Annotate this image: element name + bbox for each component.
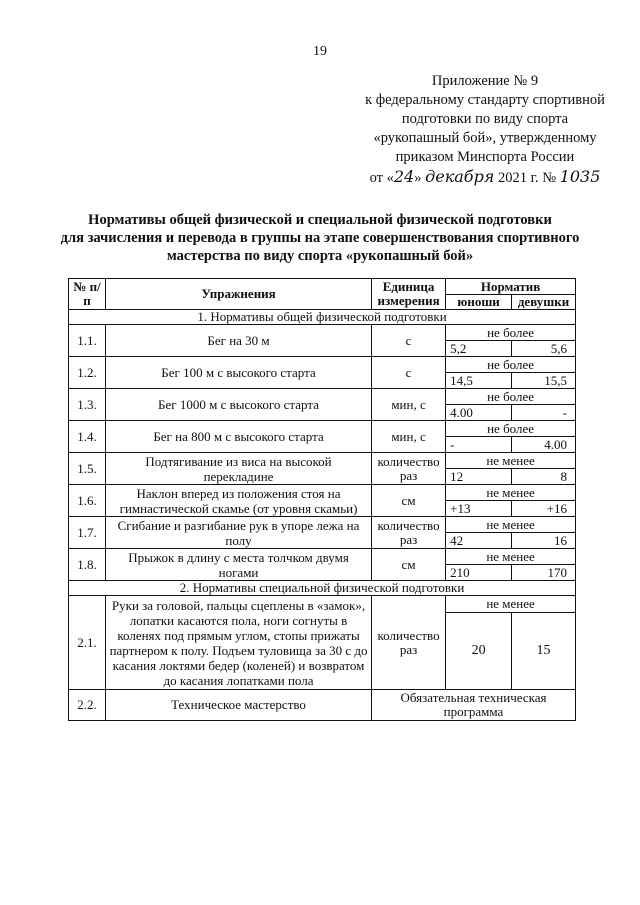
- row-boys-value: 20: [446, 613, 512, 690]
- row-exercise: Сгибание и разгибание рук в упоре лежа на полу: [106, 517, 372, 549]
- table-row: [69, 549, 576, 565]
- order-mid: »: [414, 170, 426, 186]
- table-row: [69, 596, 576, 613]
- row-boys-value: 12: [446, 469, 512, 485]
- section-heading: 1. Нормативы общей физической подготовки: [69, 310, 576, 325]
- row-boys-value: 4.00: [446, 405, 512, 421]
- section-heading: 2. Нормативы специальной физической подготовки: [69, 581, 576, 596]
- header-boys: юноши: [446, 295, 512, 310]
- row-boys-value: 14,5: [446, 373, 512, 389]
- appendix-line: Приложение № 9: [431, 73, 539, 89]
- row-boys-value: 210: [446, 565, 512, 581]
- row-girls-value: 15,5: [512, 373, 576, 389]
- page-number: 19: [313, 44, 327, 59]
- row-exercise: Наклон вперед из положения стоя на гимнастической скамье (от уровня скамьи): [106, 485, 372, 517]
- row-condition: не более: [446, 325, 576, 341]
- row-boys-value: +13: [446, 501, 512, 517]
- row-condition: не менее: [446, 485, 576, 501]
- header-num: № п/п: [69, 279, 106, 310]
- row-exercise: Бег 1000 м с высокого старта: [106, 389, 372, 421]
- row-condition: не менее: [446, 453, 576, 469]
- row-unit: количество раз: [371, 596, 445, 690]
- order-day: 24: [393, 167, 415, 186]
- row-condition: не менее: [446, 596, 576, 613]
- row-girls-value: +16: [512, 501, 576, 517]
- row-exercise: Подтягивание из виса на высокой перекладине: [106, 453, 372, 485]
- table-row: [69, 517, 576, 533]
- row-exercise: Бег на 800 м с высокого старта: [106, 421, 372, 453]
- row-unit: мин, с: [371, 421, 445, 453]
- row-num: 1.6.: [69, 485, 106, 517]
- document-title: [40, 211, 600, 265]
- appendix-line: «рукопашный бой», утвержденному: [373, 130, 597, 146]
- row-exercise: Прыжок в длину с места толчком двумя ногами: [106, 549, 372, 581]
- norms-table: [68, 278, 576, 721]
- row-exercise: Бег 100 м с высокого старта: [106, 357, 372, 389]
- table-row: [69, 325, 576, 341]
- title-line: Нормативы общей физической и специальной физической подготовки: [88, 212, 552, 228]
- row-num: 1.5.: [69, 453, 106, 485]
- order-line: [340, 167, 630, 188]
- row-condition: не менее: [446, 549, 576, 565]
- title-line: мастерства по виду спорта «рукопашный бой»: [166, 248, 474, 264]
- row-boys-value: -: [446, 437, 512, 453]
- row-num: 2.2.: [69, 690, 106, 721]
- row-girls-value: 15: [512, 613, 576, 690]
- header-exercise: Упражнения: [106, 279, 372, 310]
- row-girls-value: -: [512, 405, 576, 421]
- row-norm: Обязательная техническая программа: [371, 690, 575, 721]
- row-condition: не более: [446, 421, 576, 437]
- row-unit: количество раз: [371, 517, 445, 549]
- table-row: [69, 357, 576, 373]
- row-condition: не более: [446, 357, 576, 373]
- table-row: [69, 421, 576, 437]
- order-year: 2021 г. №: [494, 170, 560, 186]
- row-boys-value: 5,2: [446, 341, 512, 357]
- table-row: [69, 453, 576, 469]
- row-girls-value: 4.00: [512, 437, 576, 453]
- order-number: 1035: [559, 167, 601, 186]
- row-girls-value: 16: [512, 533, 576, 549]
- row-unit: см: [371, 549, 445, 581]
- row-boys-value: 42: [446, 533, 512, 549]
- row-num: 1.1.: [69, 325, 106, 357]
- table-row: [69, 690, 576, 721]
- table-row: [69, 389, 576, 405]
- header-norm: Норматив: [446, 279, 576, 295]
- row-unit: с: [371, 325, 445, 357]
- row-unit: мин, с: [371, 389, 445, 421]
- row-exercise: Бег на 30 м: [106, 325, 372, 357]
- row-unit: см: [371, 485, 445, 517]
- row-girls-value: 8: [512, 469, 576, 485]
- appendix-line: к федеральному стандарту спортивной: [365, 92, 605, 108]
- order-month: декабря: [425, 167, 495, 186]
- table-row: [69, 485, 576, 501]
- appendix-line: подготовки по виду спорта: [401, 111, 569, 127]
- row-num: 1.8.: [69, 549, 106, 581]
- row-condition: не менее: [446, 517, 576, 533]
- row-girls-value: 5,6: [512, 341, 576, 357]
- appendix-header: [340, 72, 630, 188]
- row-num: 2.1.: [69, 596, 106, 690]
- row-girls-value: 170: [512, 565, 576, 581]
- row-condition: не более: [446, 389, 576, 405]
- row-exercise: Техническое мастерство: [106, 690, 372, 721]
- row-unit: количество раз: [371, 453, 445, 485]
- title-line: для зачисления и перевода в группы на этапе совершенствования спортивного: [60, 230, 580, 246]
- row-unit: с: [371, 357, 445, 389]
- row-num: 1.4.: [69, 421, 106, 453]
- row-num: 1.3.: [69, 389, 106, 421]
- row-num: 1.7.: [69, 517, 106, 549]
- header-girls: девушки: [512, 295, 576, 310]
- row-num: 1.2.: [69, 357, 106, 389]
- header-unit: Единица измерения: [371, 279, 445, 310]
- order-prefix: от «: [369, 170, 394, 186]
- appendix-line: приказом Минспорта России: [395, 149, 575, 165]
- row-exercise: Руки за головой, пальцы сцеплены в «замок», лопатки касаются пола, ноги согнуты в коленях под прямым углом, стопы прижаты партнером к полу. Подъем туловища за 30 с до касания локтями бедер (коленей) и возвратом до касания лопатками пола: [106, 596, 372, 690]
